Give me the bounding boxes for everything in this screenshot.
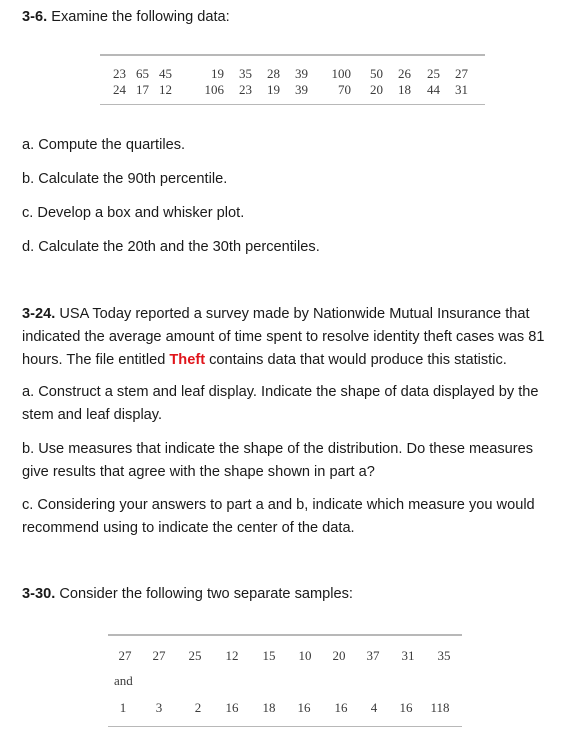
data-cell: 25: [427, 66, 440, 81]
data-cell: 17: [136, 82, 149, 97]
data-cell: 70: [338, 82, 351, 97]
data-cell: 65: [136, 66, 149, 81]
table-top-rule: [108, 634, 462, 636]
table-bottom-rule: [108, 726, 462, 727]
table-top-rule: [100, 54, 485, 56]
data-cell: 106: [204, 82, 224, 97]
data-cell: 100: [331, 66, 351, 81]
part-c: c. Develop a box and whisker plot.: [22, 205, 245, 221]
question-number: 3-6.: [22, 9, 48, 25]
sample-cell: 2: [194, 700, 202, 715]
sample-cell: 3: [155, 700, 163, 715]
sample-cell: 12: [225, 648, 239, 663]
data-cell: 39: [295, 82, 308, 97]
sample-cell: 37: [366, 648, 380, 663]
data-cell: 23: [239, 82, 252, 97]
part-d: d. Calculate the 20th and the 30th percentiles.: [22, 239, 320, 255]
data-cell: 24: [113, 82, 126, 97]
data-cell: 27: [455, 66, 468, 81]
sample-cell: 20: [332, 648, 346, 663]
question-3-30-heading: [22, 586, 353, 602]
sample-cell: 1: [119, 700, 127, 715]
data-cell: 31: [455, 82, 468, 97]
sample-cell: 16: [297, 700, 311, 715]
data-cell: 50: [370, 66, 383, 81]
sample-cell: 16: [399, 700, 413, 715]
data-cell: 35: [239, 66, 252, 81]
question-3-6-heading: [22, 9, 230, 25]
connector-and: and: [114, 673, 133, 688]
sample-cell: 18: [262, 700, 276, 715]
sample-cell: 27: [152, 648, 166, 663]
question-number: 3-30.: [22, 586, 56, 602]
file-name-highlight: Theft: [169, 352, 206, 368]
data-cell: 44: [427, 82, 440, 97]
table-bottom-rule: [100, 104, 485, 105]
data-cell: 26: [398, 66, 411, 81]
data-cell: 19: [267, 82, 280, 97]
data-cell: 45: [159, 66, 172, 81]
data-cell: 19: [211, 66, 224, 81]
data-cell: 23: [113, 66, 126, 81]
sample-cell: 15: [262, 648, 276, 663]
question-3-24-text: [22, 303, 557, 372]
sample-cell: 4: [370, 700, 378, 715]
data-cell: 12: [159, 82, 172, 97]
data-cell: 18: [398, 82, 411, 97]
question-text-after: contains data that would produce this statistic.: [205, 352, 507, 368]
sample-cell: 16: [225, 700, 239, 715]
question-number: 3-24.: [22, 306, 56, 322]
part-b: b. Calculate the 90th percentile.: [22, 171, 228, 187]
sample-cell: 118: [430, 700, 450, 715]
data-cell: 39: [295, 66, 308, 81]
sample-cell: 35: [437, 648, 451, 663]
sample-cell: 27: [118, 648, 132, 663]
question-text-before: USA Today reported a survey made by Nationwide Mutual Insurance that indicated the average amount of time spent to resolve identity theft cases was 81 hours. The file entitled: [22, 306, 545, 368]
data-cell: 28: [267, 66, 280, 81]
part-c: c. Considering your answers to part a and b, indicate which measure you would recommend using to indicate the center of the data.: [22, 497, 535, 536]
question-prompt: Examine the following data:: [51, 9, 230, 25]
part-a: a. Construct a stem and leaf display. Indicate the shape of data displayed by the stem and leaf display.: [22, 384, 539, 423]
part-a: a. Compute the quartiles.: [22, 137, 186, 153]
data-cell: 20: [370, 82, 383, 97]
sample-cell: 16: [334, 700, 348, 715]
sample-cell: 25: [188, 648, 202, 663]
question-prompt: Consider the following two separate samples:: [59, 586, 353, 602]
sample-cell: 31: [401, 648, 415, 663]
sample-cell: 10: [298, 648, 312, 663]
part-b: b. Use measures that indicate the shape of the distribution. Do these measures give results that agree with the shape shown in part a?: [22, 441, 534, 480]
